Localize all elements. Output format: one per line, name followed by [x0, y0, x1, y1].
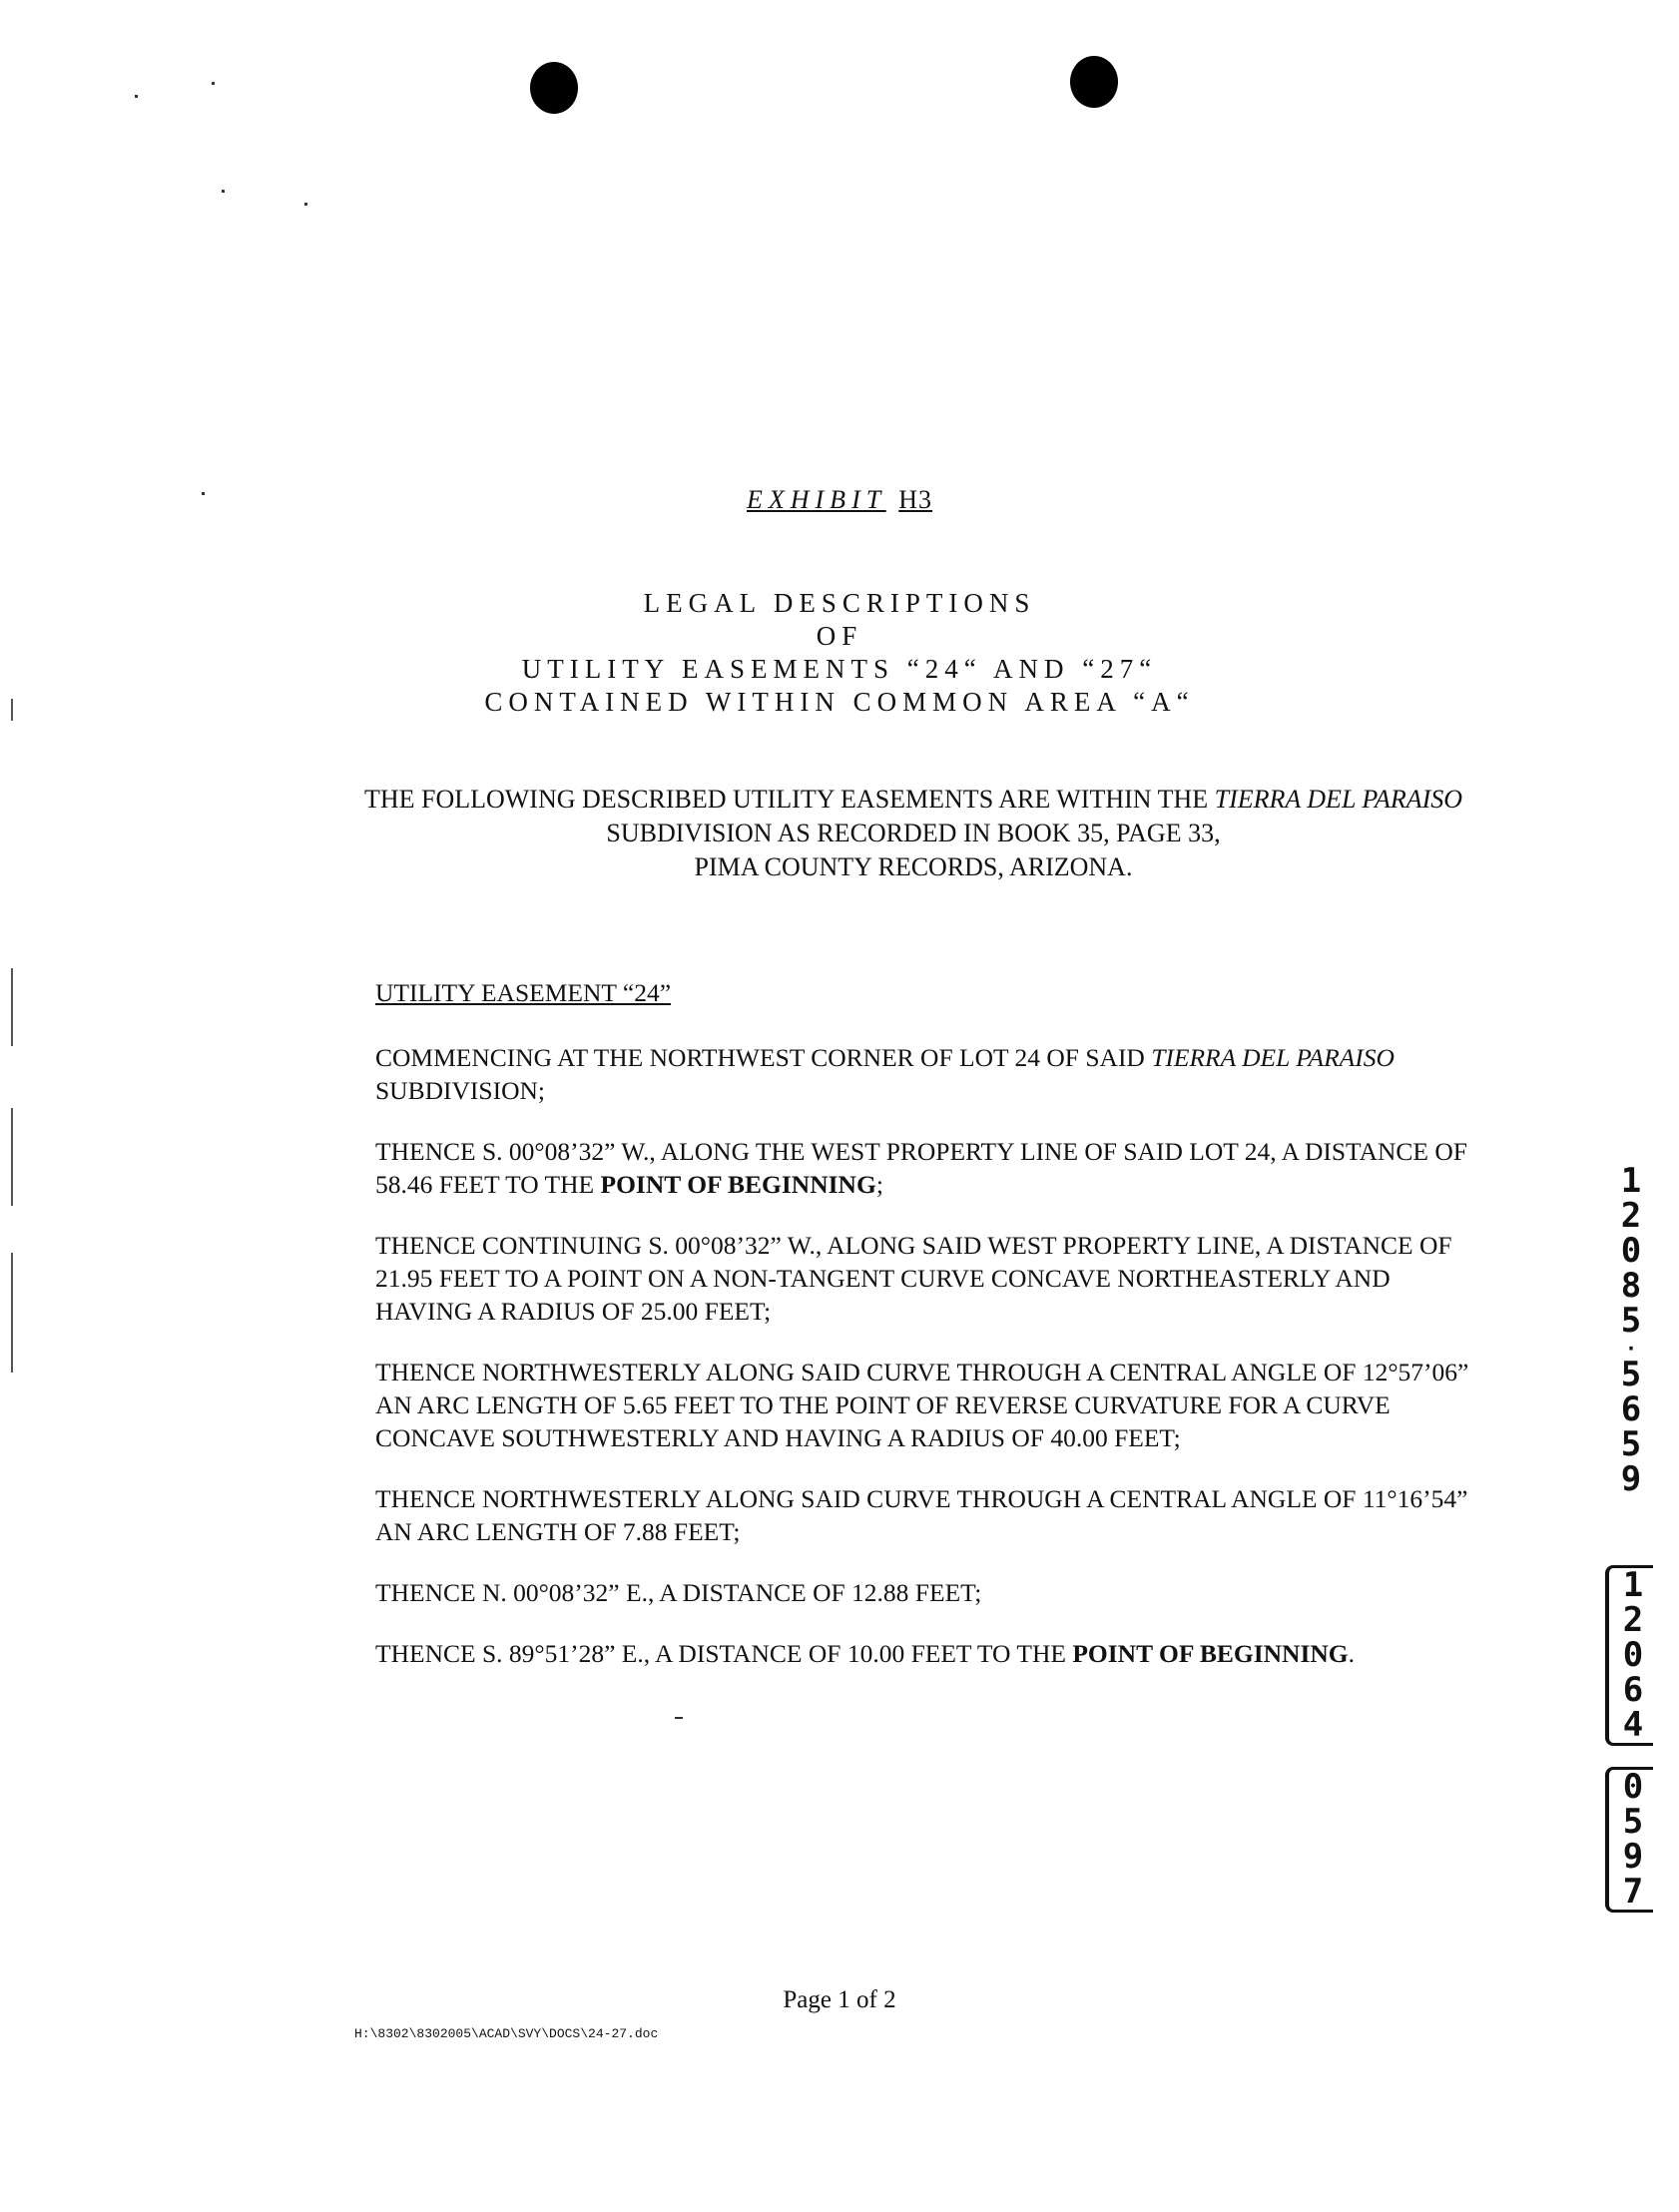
exhibit-label: EXHIBIT [746, 485, 886, 514]
paragraph-text: THENCE S. 00°08’32” W., ALONG THE WEST PROPERTY LINE OF SAID LOT 24, A DISTANCE OF 58.46 FEET TO THE [375, 1137, 1467, 1199]
stamp-digit: 6 [1620, 1389, 1642, 1429]
stamp-digit: 0 [1620, 1231, 1642, 1271]
heading-line: UTILITY EASEMENTS “24“ AND “27“ [521, 654, 1158, 684]
heading-line: OF [816, 621, 863, 651]
docket-stamp-1 [1611, 1161, 1651, 1361]
document-heading [0, 587, 1679, 719]
stamp-digit: 7 [1622, 1872, 1644, 1912]
intro-text: PIMA COUNTY RECORDS, ARIZONA. [694, 852, 1133, 881]
paragraph-text: ; [875, 1170, 883, 1199]
page-number: Page 1 of 2 [783, 1986, 896, 2013]
heading-line: CONTAINED WITHIN COMMON AREA “A“ [484, 687, 1195, 717]
intro-text: THE FOLLOWING DESCRIBED UTILITY EASEMENTS ARE WITHIN THE [363, 785, 1215, 814]
scan-edge-line [11, 1108, 13, 1206]
description-paragraph: THENCE NORTHWESTERLY ALONG SAID CURVE THROUGH A CENTRAL ANGLE OF 12°57’06” AN ARC LENGTH OF 5.65 FEET TO THE POINT OF REVERSE CURVATURE FOR A CURVE CONCAVE SOUTHWESTERLY AND HAVING A RADIUS OF 40.00 FEET; [375, 1358, 1469, 1452]
stamp-digit: 1 [1620, 1161, 1642, 1201]
heading-line: LEGAL DESCRIPTIONS [643, 588, 1036, 618]
paragraph-text: THENCE S. 89°51’28” E., A DISTANCE OF 10.00 FEET TO THE [375, 1639, 1073, 1668]
stamp-digit: 9 [1622, 1837, 1644, 1877]
description-paragraph: THENCE N. 00°08’32” E., A DISTANCE OF 12.88 FEET; [375, 1578, 982, 1607]
scan-speck [675, 1717, 683, 1719]
point-of-beginning: POINT OF BEGINNING [1072, 1639, 1349, 1668]
scan-speck [212, 82, 215, 85]
file-path: H:\8302\8302005\ACAD\SVY\DOCS\24-27.doc [354, 2026, 659, 2041]
page-stamp-2 [1605, 1767, 1653, 1913]
point-of-beginning: POINT OF BEGINNING [600, 1170, 876, 1199]
scan-speck [135, 95, 138, 98]
exhibit-title [0, 485, 1679, 515]
intro-text: SUBDIVISION AS RECORDED IN BOOK 35, PAGE 33, [606, 819, 1221, 847]
exhibit-number: H3 [898, 485, 932, 514]
scan-edge-line [11, 968, 13, 1046]
stamp-digit: 0 [1622, 1635, 1644, 1675]
stamp-digit: 0 [1622, 1767, 1644, 1807]
description-paragraph: THENCE NORTHWESTERLY ALONG SAID CURVE THROUGH A CENTRAL ANGLE OF 11°16’54” AN ARC LENGTH OF 7.88 FEET; [375, 1484, 1468, 1546]
paragraph-text: . [1348, 1639, 1355, 1668]
stamp-digit: 8 [1620, 1266, 1642, 1306]
subdivision-name: TIERRA DEL PARAISO [1214, 785, 1463, 814]
easement-description [375, 976, 1483, 1698]
stamp-digit: 5 [1620, 1301, 1642, 1341]
stamp-digit: 5 [1620, 1424, 1642, 1464]
description-paragraph [375, 1041, 1483, 1107]
stamp-digit: 2 [1622, 1600, 1644, 1640]
subdivision-name: TIERRA DEL PARAISO [1151, 1043, 1395, 1072]
stamp-digit: 2 [1620, 1196, 1642, 1236]
stamp-digit: 9 [1620, 1459, 1642, 1499]
paragraph-text: SUBDIVISION; [375, 1076, 546, 1105]
page-stamp-1 [1611, 1355, 1651, 1499]
punch-hole-right [1070, 56, 1118, 108]
paragraph-text: COMMENCING AT THE NORTHWEST CORNER OF LOT 24 OF SAID [375, 1043, 1152, 1072]
scan-edge-line [11, 1253, 13, 1373]
description-paragraph [375, 1135, 1483, 1201]
stamp-dot: · [1624, 1337, 1638, 1361]
stamp-digit: 5 [1620, 1355, 1642, 1394]
docket-stamp-2 [1605, 1565, 1653, 1746]
scan-speck [304, 203, 307, 206]
description-paragraph [375, 1637, 1483, 1670]
stamp-digit: 6 [1622, 1670, 1644, 1710]
punch-hole-left [530, 62, 578, 114]
stamp-digit: 5 [1622, 1802, 1644, 1842]
intro-paragraph [339, 783, 1487, 884]
stamp-digit: 1 [1622, 1565, 1644, 1605]
easement-title: UTILITY EASEMENT “24” [375, 978, 672, 1007]
description-paragraph: THENCE CONTINUING S. 00°08’32” W., ALONG SAID WEST PROPERTY LINE, A DISTANCE OF 21.95 FEET TO A POINT ON A NON-TANGENT CURVE CONCAVE NORTHEASTERLY AND HAVING A RADIUS OF 25.00 FEET; [375, 1231, 1452, 1326]
scan-speck [222, 190, 225, 193]
stamp-digit: 4 [1622, 1705, 1644, 1745]
